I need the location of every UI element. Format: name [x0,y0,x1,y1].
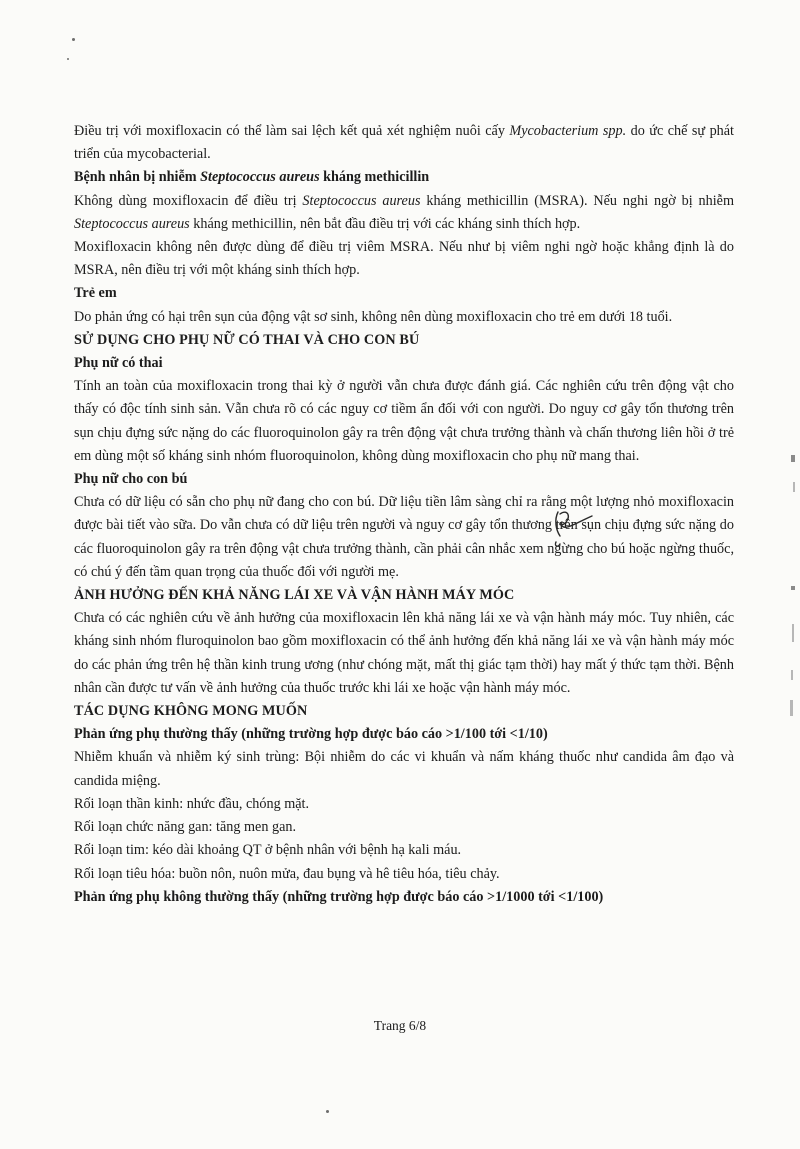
heading-children: Trẻ em [74,285,117,302]
scan-edge-mark [790,700,793,716]
paragraph-liver: Rối loạn chức năng gan: tăng men gan. [74,819,297,836]
paragraph-breastfeeding: Chưa có dữ liệu có sẵn cho phụ nữ đang cho con bú. Dữ liệu tiền lâm sàng chỉ ra rằng một lượng nhỏ moxifloxacin được bài tiết vào sữa. Do vẫn chưa có dữ liệu trên người và nguy cơ gây tổn thương trên sụn chịu đựng sức nặng do các fluoroquinolon gây ra trên động vật chưa trưởng thành, cần phải cân nhắc xem ngừng cho bú hoặc ngừng thuốc, có chú ý đến tầm quan trọng của thuốc đối với người mẹ. [74,494,734,580]
heading-uncommon-reactions: Phản ứng phụ không thường thấy (những trường hợp được báo cáo >1/1000 tới <1/100) [74,888,604,905]
scan-speck [67,58,69,60]
paragraph-pregnancy: Tính an toàn của moxifloxacin trong thai kỳ ở người vẫn chưa được đánh giá. Các nghiên cứu trên động vật cho thấy có độc tính sinh sản. Vẫn chưa rõ có các nguy cơ tiềm ẩn đối với con người. Do nguy cơ gây tổn thương trên sụn chịu đựng sức nặng do các fluoroquinolon gây ra trên động vật chưa trưởng thành và chấn thương liên hồi ở trẻ em dùng một số kháng sinh nhóm fluoroquinolon, không dùng moxifloxacin cho phụ nữ mang thai. [74,378,734,464]
heading-common-reactions: Phản ứng phụ thường thấy (những trường hợp được báo cáo >1/100 tới <1/10) [74,726,548,743]
heading-pregnancy-section: SỬ DỤNG CHO PHỤ NỮ CÓ THAI VÀ CHO CON BÚ [74,331,420,348]
document-body [74,120,734,909]
scan-edge-mark [791,586,795,590]
heading-adverse-effects: TÁC DỤNG KHÔNG MONG MUỐN [74,703,308,720]
scan-speck [326,1110,329,1113]
heading-driving: ẢNH HƯỞNG ĐẾN KHẢ NĂNG LÁI XE VÀ VẬN HÀNH MÁY MÓC [74,587,515,604]
paragraph-heart: Rối loạn tim: kéo dài khoảng QT ở bệnh nhân với bệnh hạ kali máu. [74,842,462,859]
paragraph-mrsa: Không dùng moxifloxacin để điều trị Steptococcus aureus kháng methicillin (MSRA). Nếu nghi ngờ bị nhiễm Steptococcus aureus kháng methicillin, nên bắt đầu điều trị với các kháng sinh thích hợp. [74,192,734,232]
heading-breastfeeding: Phụ nữ cho con bú [74,471,188,488]
scan-speck [72,38,75,41]
handwritten-initial-mark [548,506,598,550]
paragraph-children: Do phản ứng có hại trên sụn của động vật sơ sinh, không nên dùng moxifloxacin cho trẻ em dưới 18 tuổi. [74,308,673,325]
paragraph-driving: Chưa có các nghiên cứu về ảnh hưởng của moxifloxacin lên khả năng lái xe và vận hành máy móc. Tuy nhiên, các kháng sinh nhóm fluroquinolon bao gồm moxifloxacin có thể ảnh hưởng đến khả năng lái xe và vận hành máy móc do các phản ứng trên hệ thần kinh trung ương (như chóng mặt, mất thị giác tạm thời) hay mất ý thức tạm thời. Bệnh nhân cần được tư vấn về ảnh hưởng của thuốc trước khi lái xe hoặc vận hành máy móc. [74,610,734,696]
scan-edge-mark [791,670,793,680]
paragraph-nervous: Rối loạn thần kinh: nhức đầu, chóng mặt. [74,795,310,812]
heading-pregnant-women: Phụ nữ có thai [74,355,163,372]
paragraph-mycobacterium: Điều trị với moxifloxacin có thể làm sai lệch kết quả xét nghiệm nuôi cấy Mycobacterium spp. do ức chế sự phát triển của mycobacterial. [74,123,734,163]
paragraph-digestive: Rối loạn tiêu hóa: buồn nôn, nuôn mửa, đau bụng và hê tiêu hóa, tiêu chảy. [74,865,500,882]
scan-edge-mark [792,624,794,642]
page-number: Trang 6/8 [373,1018,427,1033]
scan-edge-mark [793,482,795,492]
scan-edge-mark [791,455,795,462]
paragraph-mrsa-inflammation: Moxifloxacin không nên được dùng để điều trị viêm MSRA. Nếu như bị viêm nghi ngờ hoặc khẳng định là do MSRA, nên điều trị với một kháng sinh thích hợp. [74,239,734,279]
heading-mrsa: Bệnh nhân bị nhiễm Steptococcus aureus kháng methicillin [74,169,430,186]
paragraph-infections: Nhiễm khuẩn và nhiễm ký sinh trùng: Bội nhiễm do các vi khuẩn và nấm kháng thuốc như candida âm đạo và candida miệng. [74,749,734,789]
